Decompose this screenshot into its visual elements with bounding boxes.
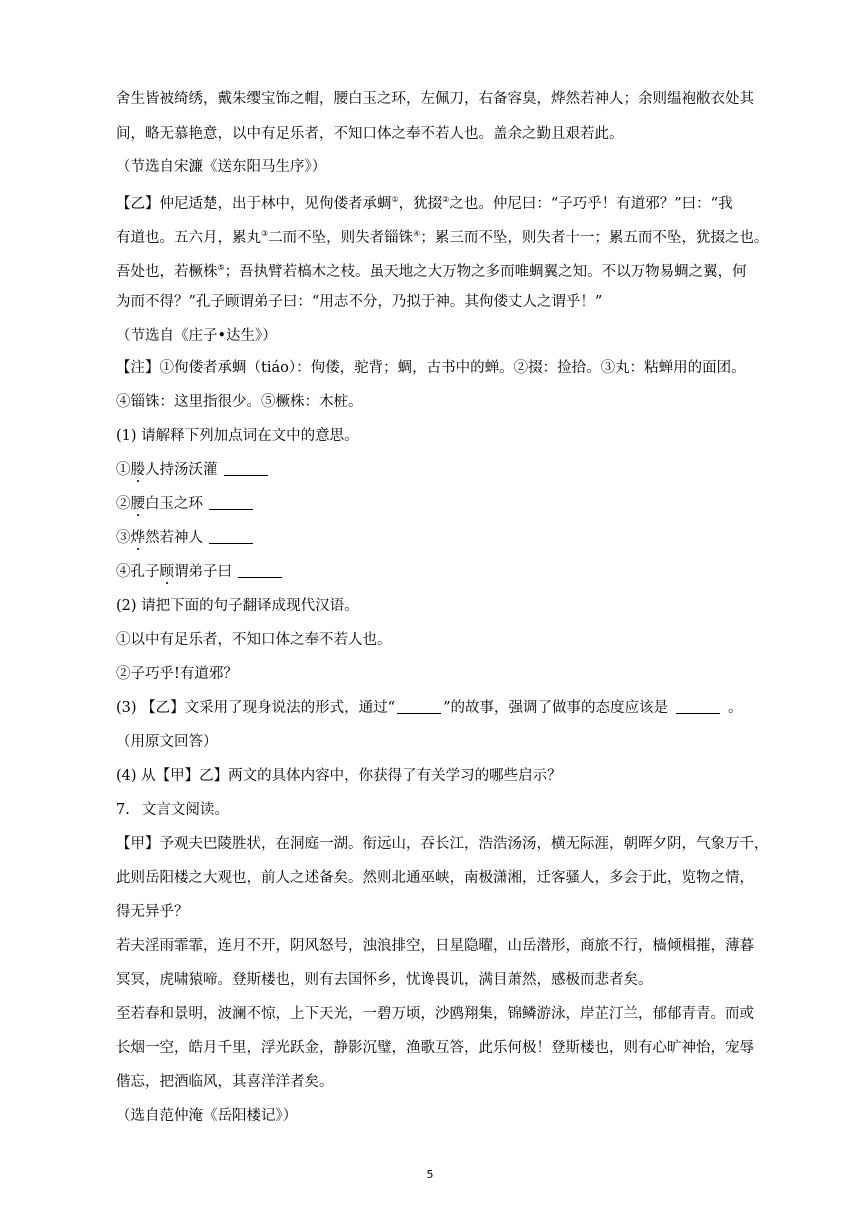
page-number: 5 xyxy=(426,1168,434,1181)
question-3-note: （用原文回答） xyxy=(116,734,218,750)
question-1-item-1 xyxy=(116,460,776,480)
answer-blank[interactable] xyxy=(224,461,268,476)
footnote-line: ④锱铢：这里指很少。⑤橛株：木桩。 xyxy=(116,394,363,410)
footnote-line: 【注】①佝偻者承蜩（tiáo）：佝偻，驼背；蜩，古书中的蝉。②掇：捡拾。③丸：粘蝉用的面团。 xyxy=(116,360,746,376)
footnote-mark: ② xyxy=(442,195,450,204)
text-span: 。 xyxy=(727,700,743,716)
text-span: 谓弟子曰 xyxy=(174,564,232,580)
passage-jia-line: 间，略无慕艳意，以中有足乐者，不知口体之奉不若人也。盖余之勤且艰若此。 xyxy=(116,126,624,142)
footnote-mark: ③ xyxy=(261,229,269,238)
answer-blank[interactable] xyxy=(676,699,720,714)
footnote-mark: ① xyxy=(391,195,399,204)
passage-yyl-line: 冥冥，虎啸猿啼。登斯楼也，则有去国怀乡，忧谗畏讥，满目萧然，感极而悲者矣。 xyxy=(116,972,653,988)
question-1-item-3 xyxy=(116,528,776,548)
text-span: 白玉之环 xyxy=(145,496,203,512)
answer-blank[interactable] xyxy=(209,495,253,510)
question-3 xyxy=(116,698,776,718)
passage-yi-line xyxy=(116,258,776,282)
text-span: ② xyxy=(116,496,131,512)
text-span: 二而不坠，则失者锱铢 xyxy=(268,229,414,246)
question-2-stem: (2) 请把下面的句子翻译成现代汉语。 xyxy=(116,598,359,614)
passage-yyl-line: 【甲】予观夫巴陵胜状，在洞庭一湖。衔远山，吞长江，浩浩汤汤，横无际涯，朝晖夕阴，气象万千， xyxy=(116,836,769,852)
question-number: 7. xyxy=(116,802,130,818)
question-1-item-2 xyxy=(116,494,776,514)
text-span: ③ xyxy=(116,530,131,546)
question-2-sentence-1: ①以中有足乐者，不知口体之奉不若人也。 xyxy=(116,632,392,648)
question-1-item-4 xyxy=(116,562,776,582)
text-span: 之也。仲尼曰：“子巧乎！有道邪？”曰：“我 xyxy=(449,195,733,212)
dotted-word: 烨 xyxy=(130,530,145,546)
source-citation: （节选自《庄子•达生》） xyxy=(116,328,277,344)
text-span: ④孔子 xyxy=(116,564,160,580)
dotted-word: 媵 xyxy=(130,462,145,478)
passage-yi-line: 为而不得？”孔子顾谓弟子曰：“用志不分，乃拟于神。其佝偻丈人之谓乎！” xyxy=(116,294,603,310)
dotted-word: 顾 xyxy=(159,564,174,580)
text-span: ；累三而不坠，则失者十一；累五而不坠，犹掇之也。 xyxy=(420,229,769,246)
passage-yyl-line: 长烟一空，皓月千里，浮光跃金，静影沉璧，渔歌互答，此乐何极！登斯楼也，则有心旷神怡，宠辱 xyxy=(116,1040,754,1056)
passage-jia-line: 舍生皆被绮绣，戴朱缨宝饰之帽，腰白玉之环，左佩刀，右备容臭，烨然若神人；余则缊袍敝衣处其 xyxy=(116,91,754,107)
passage-yyl-line: 偕忘，把酒临风，其喜洋洋者矣。 xyxy=(116,1074,334,1090)
text-span: (3) 【乙】文采用了现身说法的形式，通过“ xyxy=(116,700,396,716)
text-span: 【乙】仲尼适楚，出于林中，见佝偻者承蜩 xyxy=(116,195,392,212)
footnote-mark: ⑤ xyxy=(217,263,225,272)
text-span: ”的故事，强调了做事的态度应该是 xyxy=(443,700,668,716)
source-citation: （节选自宋濂《送东阳马生序》） xyxy=(116,159,327,175)
dotted-word: 腰 xyxy=(130,496,145,512)
question-7-heading xyxy=(116,800,776,820)
passage-yi-line xyxy=(116,190,776,214)
passage-yi-line xyxy=(116,224,776,248)
footnote-mark: ④ xyxy=(413,229,421,238)
passage-yyl-line: 若夫淫雨霏霏，连月不开，阴风怒号，浊浪排空，日星隐曜，山岳潜形，商旅不行，樯倾楫摧，薄暮 xyxy=(116,938,754,954)
answer-blank[interactable] xyxy=(209,529,253,544)
text-span: ① xyxy=(116,462,131,478)
source-citation: （选自范仲淹《岳阳楼记》） xyxy=(116,1108,298,1124)
question-4: (4) 从【甲】乙】两文的具体内容中，你获得了有关学习的哪些启示？ xyxy=(116,768,562,784)
text-span: 人持汤沃灌 xyxy=(145,462,218,478)
text-span: 然若神人 xyxy=(145,530,203,546)
question-title: 文言文阅读。 xyxy=(141,802,229,818)
passage-yyl-line: 至若春和景明，波澜不惊，上下天光，一碧万顷，沙鸥翔集，锦鳞游泳，岸芷汀兰，郁郁青青。而或 xyxy=(116,1006,754,1022)
passage-yyl-line: 此则岳阳楼之大观也，前人之述备矣。然则北通巫峡，南极潇湘，迁客骚人，多会于此，览物之情， xyxy=(116,870,754,886)
text-span: ，犹掇 xyxy=(398,195,443,212)
passage-yyl-line: 得无异乎？ xyxy=(116,904,189,920)
text-span: 有道也。五六月，累丸 xyxy=(116,229,261,246)
answer-blank[interactable] xyxy=(238,563,282,578)
text-span: ；吾执臂若槁木之枝。虽天地之大万物之多而唯蜩翼之知。不以万物易蜩之翼，何 xyxy=(224,263,747,280)
answer-blank[interactable] xyxy=(397,699,441,714)
question-1-stem: (1) 请解释下列加点词在文中的意思。 xyxy=(116,428,359,444)
question-2-sentence-2: ②子巧乎!有道邪？ xyxy=(116,666,238,682)
text-span: 吾处也，若橛株 xyxy=(116,263,218,280)
